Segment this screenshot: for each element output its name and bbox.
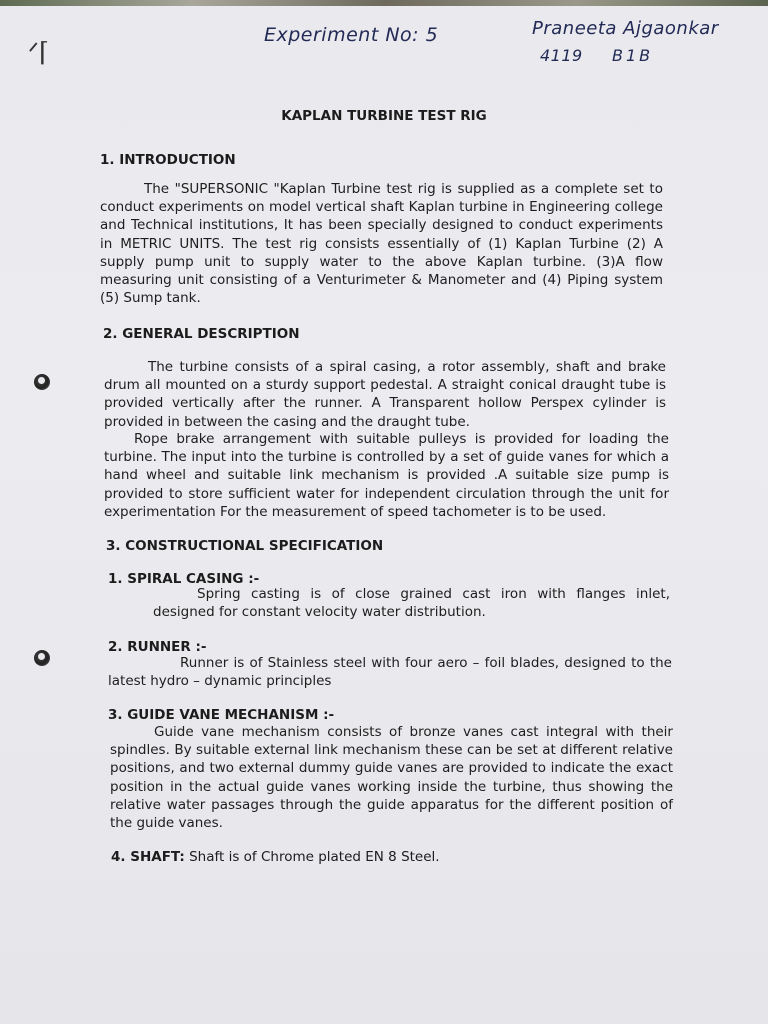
section-heading-constructional-specification: 3. CONSTRUCTIONAL SPECIFICATION bbox=[106, 538, 384, 554]
experiment-number: Experiment No: 5 bbox=[264, 24, 439, 46]
roll-number: 4119 bbox=[540, 46, 583, 65]
document-title: KAPLAN TURBINE TEST RIG bbox=[281, 108, 487, 124]
hand-mark-icon: ᐟ⌈ bbox=[28, 38, 50, 68]
spec-heading-spiral-casing: 1. SPIRAL CASING :- bbox=[108, 571, 260, 587]
document-page bbox=[0, 6, 768, 1024]
general-description-paragraph-2: Rope brake arrangement with suitable pulleys is provided for loading the turbine. The input into the turbine is controlled by a set of guide vanes for which a hand wheel and suitable link mechanism is provided .A suitable size pump is provided to store sufficient water for independent circulation through the unit for experimentation For the measurement of speed tachometer is to be used. bbox=[104, 431, 669, 520]
introduction-paragraph: The "SUPERSONIC "Kaplan Turbine test rig is supplied as a complete set to conduct experiments on model vertical shaft Kaplan turbine in Engineering college and Technical institutions, It has been specially designed to conduct experiments in METRIC UNITS. The test rig consists essentially of (1) Kaplan Turbine (2) A supply pump unit to supply water to the above Kaplan turbine. (3)A flow measuring unit consisting of a Venturimeter & Manometer and (4) Piping system (5) Sump tank. bbox=[100, 181, 663, 307]
spec-text-guide-vane-mechanism: Guide vane mechanism consists of bronze vanes cast integral with their spindles. By suitable external link mechanism these can be set at different relative positions, and two external dummy guide vanes are provided to indicate the exact position in the actual guide vanes working inside the turbine, thus showing the relative water passages through the guide apparatus for the different position of the guide vanes. bbox=[110, 724, 673, 832]
punch-hole-icon bbox=[34, 650, 50, 666]
spec-heading-runner: 2. RUNNER :- bbox=[108, 639, 207, 655]
student-name: Praneeta Ajgaonkar bbox=[532, 18, 719, 39]
general-description-paragraph-1: The turbine consists of a spiral casing, a rotor assembly, shaft and brake drum all mounted on a sturdy support pedestal. A straight conical draught tube is provided vertically after the runner. A Transparent hollow Perspex cylinder is provided in between the casing and the draught tube. bbox=[104, 359, 666, 430]
batch-label: B1B bbox=[612, 46, 654, 65]
punch-hole-icon bbox=[34, 374, 50, 390]
section-heading-general-description: 2. GENERAL DESCRIPTION bbox=[103, 326, 300, 342]
section-heading-introduction: 1. INTRODUCTION bbox=[100, 152, 236, 168]
spec-text-runner: Runner is of Stainless steel with four aero – foil blades, designed to the latest hydro – dynamic principles bbox=[108, 655, 672, 690]
spec-heading-guide-vane-mechanism: 3. GUIDE VANE MECHANISM :- bbox=[108, 707, 335, 723]
spec-text-spiral-casing: Spring casting is of close grained cast iron with flanges inlet, designed for constant velocity water distribution. bbox=[153, 586, 670, 621]
spec-text-shaft: Shaft is of Chrome plated EN 8 Steel. bbox=[189, 849, 440, 865]
spec-heading-shaft: 4. SHAFT: bbox=[111, 849, 185, 865]
spec-shaft bbox=[111, 849, 440, 865]
